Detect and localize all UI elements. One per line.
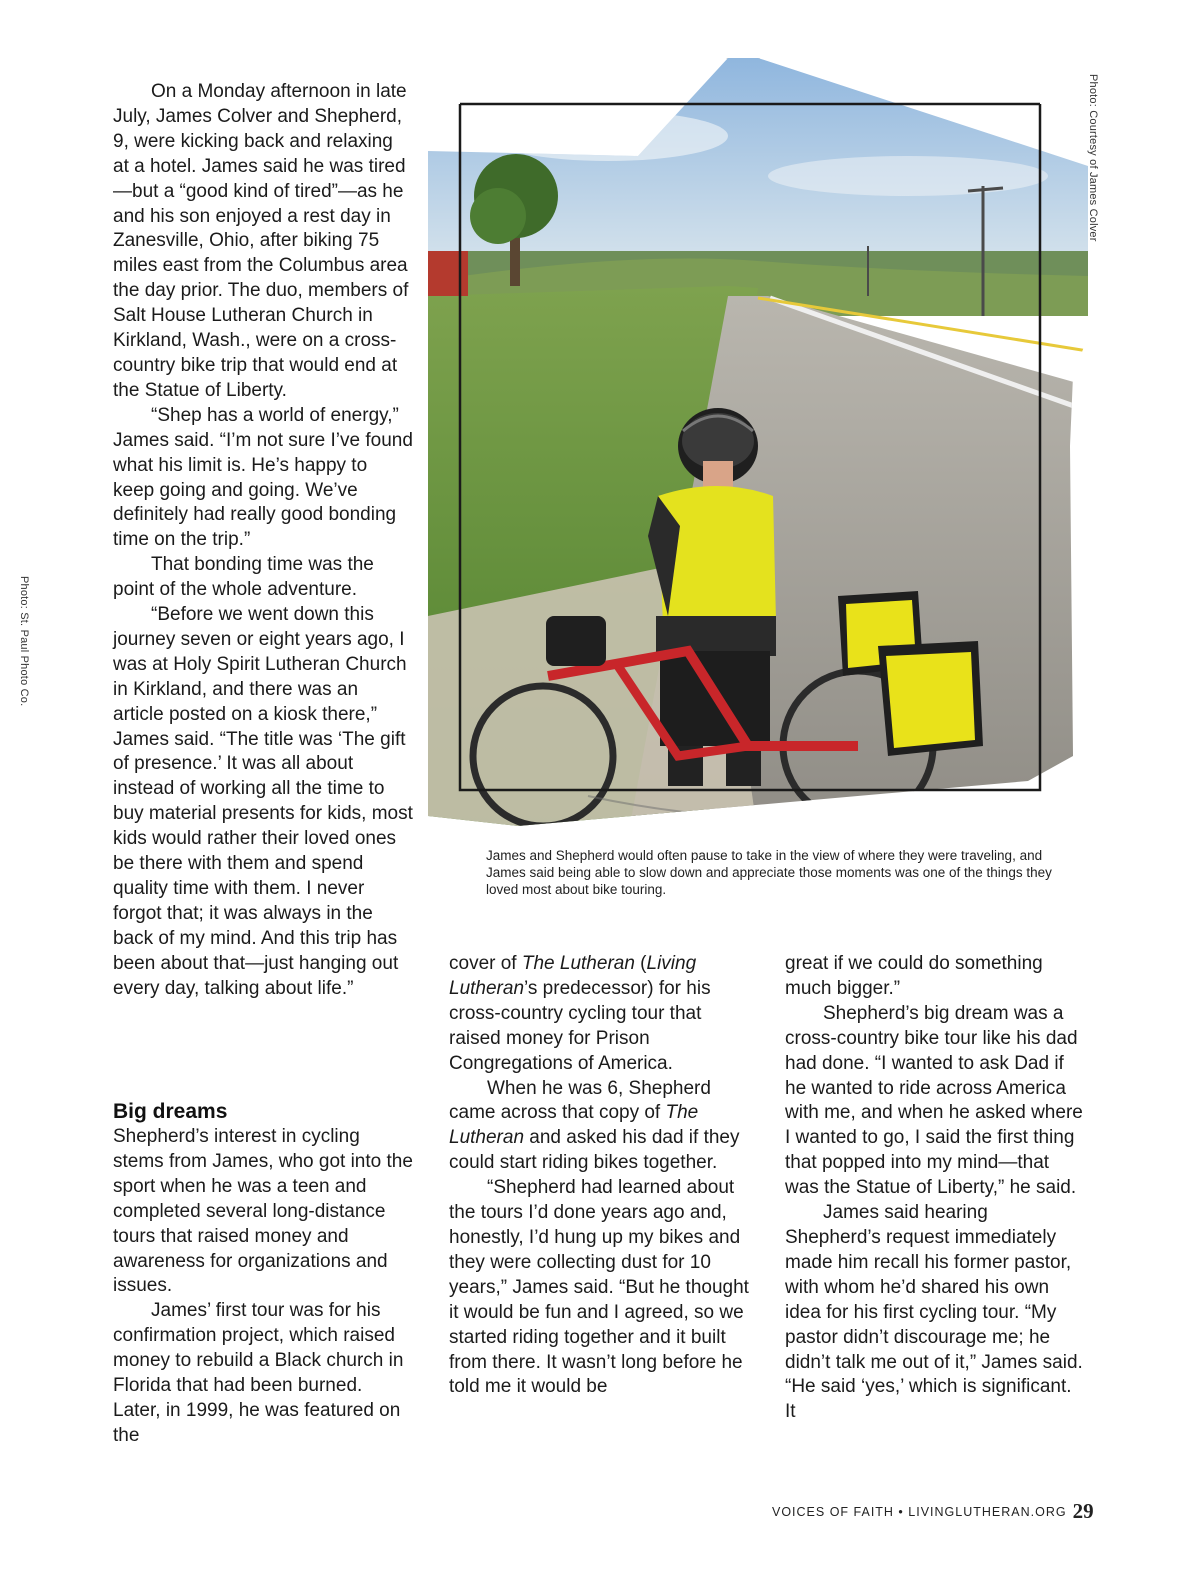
publication-title: The Lutheran [449, 1102, 699, 1149]
paragraph: That bonding time was the point of the whole adventure. [113, 554, 374, 601]
section-heading: Big dreams [113, 1100, 228, 1123]
article-column-1-continued [113, 1099, 413, 1449]
article-column-2 [449, 952, 749, 1400]
paragraph: On a Monday afternoon in late July, James Colver and Shepherd, 9, were kicking back and relaxing at a hotel. James said he was tired—but a “good kind of tired”—as he and his son enjoyed a rest day in Zanesville, Ohio, after biking 75 miles east from the Columbus area the day prior. The duo, members of Salt House Lutheran Church in Kirkland, Wash., were on a cross-country bike trip that would end at the Statue of Liberty. [113, 81, 409, 401]
text-run: and asked his dad if they could start riding bikes together. [449, 1127, 740, 1174]
article-photo [428, 56, 1088, 836]
page-footer [772, 1499, 1094, 1524]
footer-section: VOICES OF FAITH • LIVINGLUTHERAN.ORG [772, 1505, 1067, 1519]
photo-credit-right: Photo: Courtesy of James Colver [1087, 74, 1099, 242]
text-run: ’s predecessor) for his cross-country cycling tour that raised money for Prison Congregations of America. [449, 977, 711, 1074]
paragraph: “Shep has a world of energy,” James said. “I’m not sure I’ve found what his limit is. He’s happy to keep going and going. We’ve definitely had really good bonding time on the trip.” [113, 404, 413, 551]
article-column-3 [785, 952, 1087, 1425]
text-run: ( [634, 953, 647, 974]
photo-father-son-bike-tour [428, 56, 1088, 836]
paragraph: great if we could do something much bigger.” [785, 953, 1043, 999]
text-run: When he was 6, Shepherd came across that copy of [449, 1077, 711, 1124]
paragraph: James said hearing Shepherd’s request immediately made him recall his former pastor, with whom he’d shared his own idea for his first cycling tour. “My pastor didn’t discourage me; he didn’t talk me out of it,” James said. “He said ‘yes,’ which is significant. It [785, 1202, 1083, 1423]
paragraph: “Shepherd had learned about the tours I’d done years ago and, honestly, I’d hung up my bikes and they were collecting dust for 10 years,” James said. “But he thought it would be fun and I agreed, so we started riding together and it built from there. It wasn’t long before he told me it would be [449, 1177, 749, 1398]
paragraph [449, 1077, 749, 1177]
paragraph [449, 952, 749, 1077]
text-run: cover of [449, 953, 522, 974]
publication-title: The Lutheran [521, 953, 635, 974]
photo-caption: James and Shepherd would often pause to take in the view of where they were traveling, and James said being able to slow down and appreciate those moments was one of the things they loved most about bike touring. [486, 848, 1052, 897]
photo-credit-left: Photo: St. Paul Photo Co. [18, 576, 30, 707]
paragraph: James’ first tour was for his confirmation project, which raised money to rebuild a Black church in Florida that had been burned. Later, in 1999, he was featured on the [113, 1300, 404, 1446]
article-column-1 [113, 80, 413, 1002]
paragraph: Shepherd’s interest in cycling stems from James, who got into the sport when he was a teen and completed several long-distance tours that raised money and awareness for organizations and issues. [113, 1126, 413, 1297]
paragraph: “Before we went down this journey seven or eight years ago, I was at Holy Spirit Lutheran Church in Kirkland, and there was an article posted on a kiosk there,” James said. “The title was ‘The gift of presence.’ It was all about instead of working all the time to buy material presents for kids, most kids would rather their loved ones be there with them and spend quality time with them. I never forgot that; it was always in the back of my mind. And this trip has been about that—just hanging out every day, talking about life.” [113, 604, 413, 999]
publication-title: Living Lutheran [449, 953, 697, 999]
paragraph: Shepherd’s big dream was a cross-country bike tour like his dad had done. “I wanted to ask Dad if he wanted to ride across America with me, and when he asked where I wanted to go, I said the first thing that popped into my mind—that was the Statue of Liberty,” he said. [785, 1002, 1083, 1199]
page-number: 29 [1072, 1499, 1094, 1523]
